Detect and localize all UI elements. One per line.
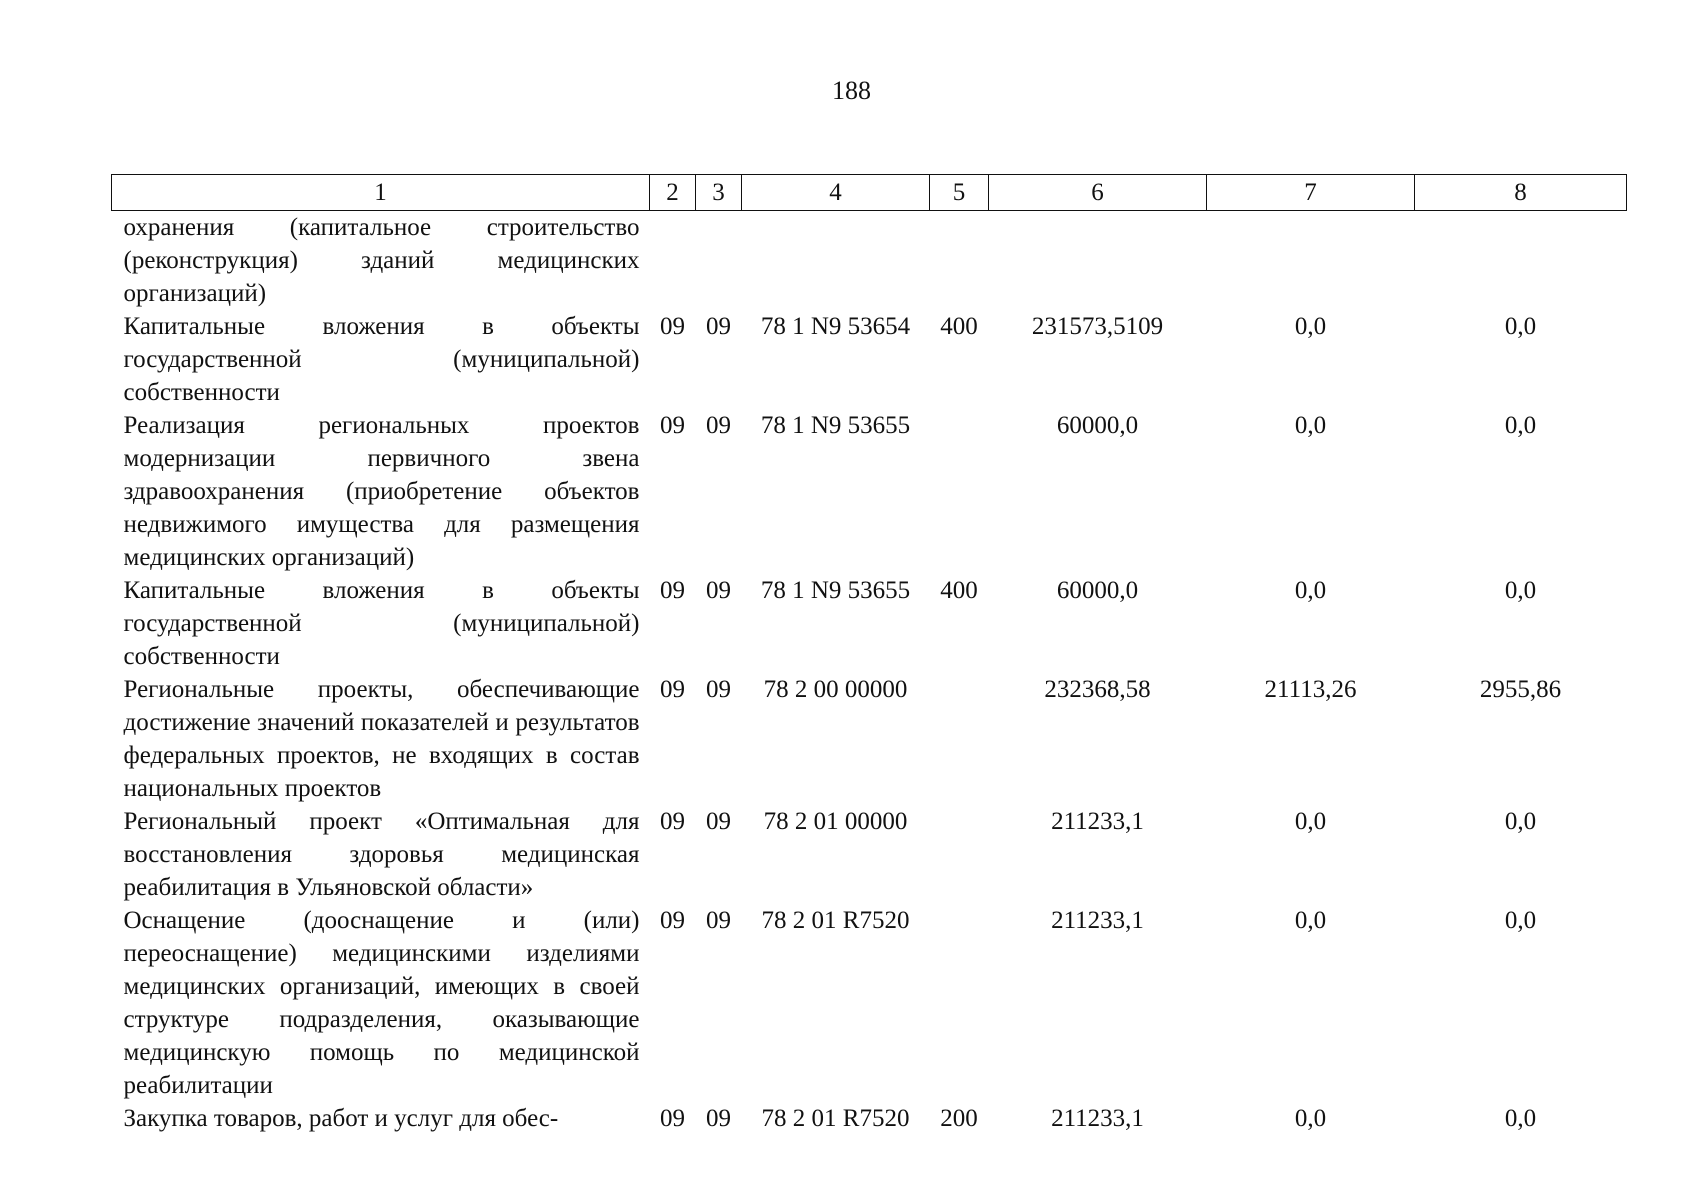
header-row xyxy=(112,175,1627,211)
row-amount-7: 0,0 xyxy=(1294,412,1327,439)
row-subsection: 09 xyxy=(706,412,731,439)
row-amount-6: 232368,58 xyxy=(1044,676,1151,703)
row-section: 09 xyxy=(660,412,685,439)
row-amount-6 xyxy=(989,211,1207,311)
row-subsection: 09 xyxy=(706,577,731,604)
row-subsection: 09 xyxy=(706,676,731,703)
header-col-5: 5 xyxy=(930,175,989,211)
row-amount-7: 0,0 xyxy=(1294,577,1327,604)
row-target-code: 78 2 00 00000 xyxy=(763,676,908,703)
row-amount-8: 0,0 xyxy=(1504,412,1537,439)
row-target-code: 78 1 N9 53655 xyxy=(760,577,911,604)
header-col-8: 8 xyxy=(1415,175,1627,211)
row-amount-8 xyxy=(1415,211,1627,311)
row-expense-type: 400 xyxy=(940,577,978,604)
header-col-2: 2 xyxy=(650,175,696,211)
row-amount-6: 60000,0 xyxy=(1056,577,1139,604)
row-amount-6: 60000,0 xyxy=(1056,412,1139,439)
row-expense-type xyxy=(930,409,989,574)
row-target-code: 78 2 01 00000 xyxy=(763,808,908,835)
row-amount-6: 211233,1 xyxy=(1051,1105,1144,1132)
row-amount-8: 0,0 xyxy=(1504,808,1537,835)
row-section: 09 xyxy=(660,313,685,340)
row-subsection: 09 xyxy=(706,313,731,340)
row-name: Капитальные вложения в объекты государственной (муниципальной) собственности xyxy=(123,313,640,406)
row-amount-8: 0,0 xyxy=(1504,577,1537,604)
row-target-code: 78 1 N9 53655 xyxy=(760,412,911,439)
row-name: Реализация региональных проектов модернизации первичного звена здравоохранения (приобретение объектов недвижимого имущества для размещения медицинских организаций) xyxy=(123,412,640,571)
table-header xyxy=(112,175,1627,211)
row-target-code xyxy=(742,211,930,311)
table-row xyxy=(112,574,1627,673)
row-name: Оснащение (дооснащение и (или) переоснащение) медицинскими изделиями медицинских организаций, имеющих в своей структуре подразделения, оказывающие медицинскую помощь по медицинской реабилитации xyxy=(123,907,640,1099)
row-name: охранения (капитальное строительство (реконструкция) зданий медицинских организаций) xyxy=(123,214,640,307)
row-expense-type xyxy=(930,805,989,904)
row-expense-type xyxy=(930,211,989,311)
row-amount-7: 0,0 xyxy=(1294,907,1327,934)
row-target-code: 78 2 01 R7520 xyxy=(761,907,910,934)
row-target-code: 78 2 01 R7520 xyxy=(761,1105,910,1132)
row-amount-8: 0,0 xyxy=(1504,313,1537,340)
row-subsection: 09 xyxy=(706,907,731,934)
header-col-1: 1 xyxy=(112,175,650,211)
row-target-code: 78 1 N9 53654 xyxy=(760,313,911,340)
table-row xyxy=(112,805,1627,904)
header-col-6: 6 xyxy=(989,175,1207,211)
row-amount-7: 0,0 xyxy=(1294,808,1327,835)
row-subsection: 09 xyxy=(706,1105,731,1132)
row-section: 09 xyxy=(660,1105,685,1132)
row-section: 09 xyxy=(660,676,685,703)
row-section: 09 xyxy=(660,808,685,835)
row-amount-8: 0,0 xyxy=(1504,1105,1537,1132)
row-section: 09 xyxy=(660,907,685,934)
row-amount-6: 231573,5109 xyxy=(1031,313,1164,340)
page-number: 188 xyxy=(832,76,871,105)
row-name: Капитальные вложения в объекты государственной (муниципальной) собственности xyxy=(123,577,640,670)
table-row xyxy=(112,310,1627,409)
row-amount-7 xyxy=(1207,211,1415,311)
header-col-4: 4 xyxy=(742,175,930,211)
table-row xyxy=(112,673,1627,805)
row-section xyxy=(650,211,696,311)
table-body xyxy=(112,211,1627,1136)
table-row xyxy=(112,409,1627,574)
row-amount-6: 211233,1 xyxy=(1051,808,1144,835)
header-col-7: 7 xyxy=(1207,175,1415,211)
row-expense-type: 400 xyxy=(940,313,978,340)
row-expense-type xyxy=(930,904,989,1102)
table-row xyxy=(112,1102,1627,1135)
row-amount-8: 2955,86 xyxy=(1479,676,1562,703)
row-amount-8: 0,0 xyxy=(1504,907,1537,934)
budget-table xyxy=(111,174,1627,1135)
row-expense-type xyxy=(930,673,989,805)
row-amount-7: 0,0 xyxy=(1294,1105,1327,1132)
row-subsection xyxy=(696,211,742,311)
row-expense-type: 200 xyxy=(940,1105,978,1132)
row-subsection: 09 xyxy=(706,808,731,835)
header-col-3: 3 xyxy=(696,175,742,211)
row-amount-7: 0,0 xyxy=(1294,313,1327,340)
table-row xyxy=(112,211,1627,311)
row-name: Закупка товаров, работ и услуг для обес- xyxy=(123,1105,559,1132)
row-amount-6: 211233,1 xyxy=(1051,907,1144,934)
table-row xyxy=(112,904,1627,1102)
row-name: Региональный проект «Оптимальная для восстановления здоровья медицинская реабилитация в Ульяновской области» xyxy=(123,808,640,901)
row-name: Региональные проекты, обеспечивающие достижение значений показателей и результатов федеральных проектов, не входящих в состав национальных проектов xyxy=(123,676,640,802)
row-amount-7: 21113,26 xyxy=(1264,676,1357,703)
row-section: 09 xyxy=(660,577,685,604)
